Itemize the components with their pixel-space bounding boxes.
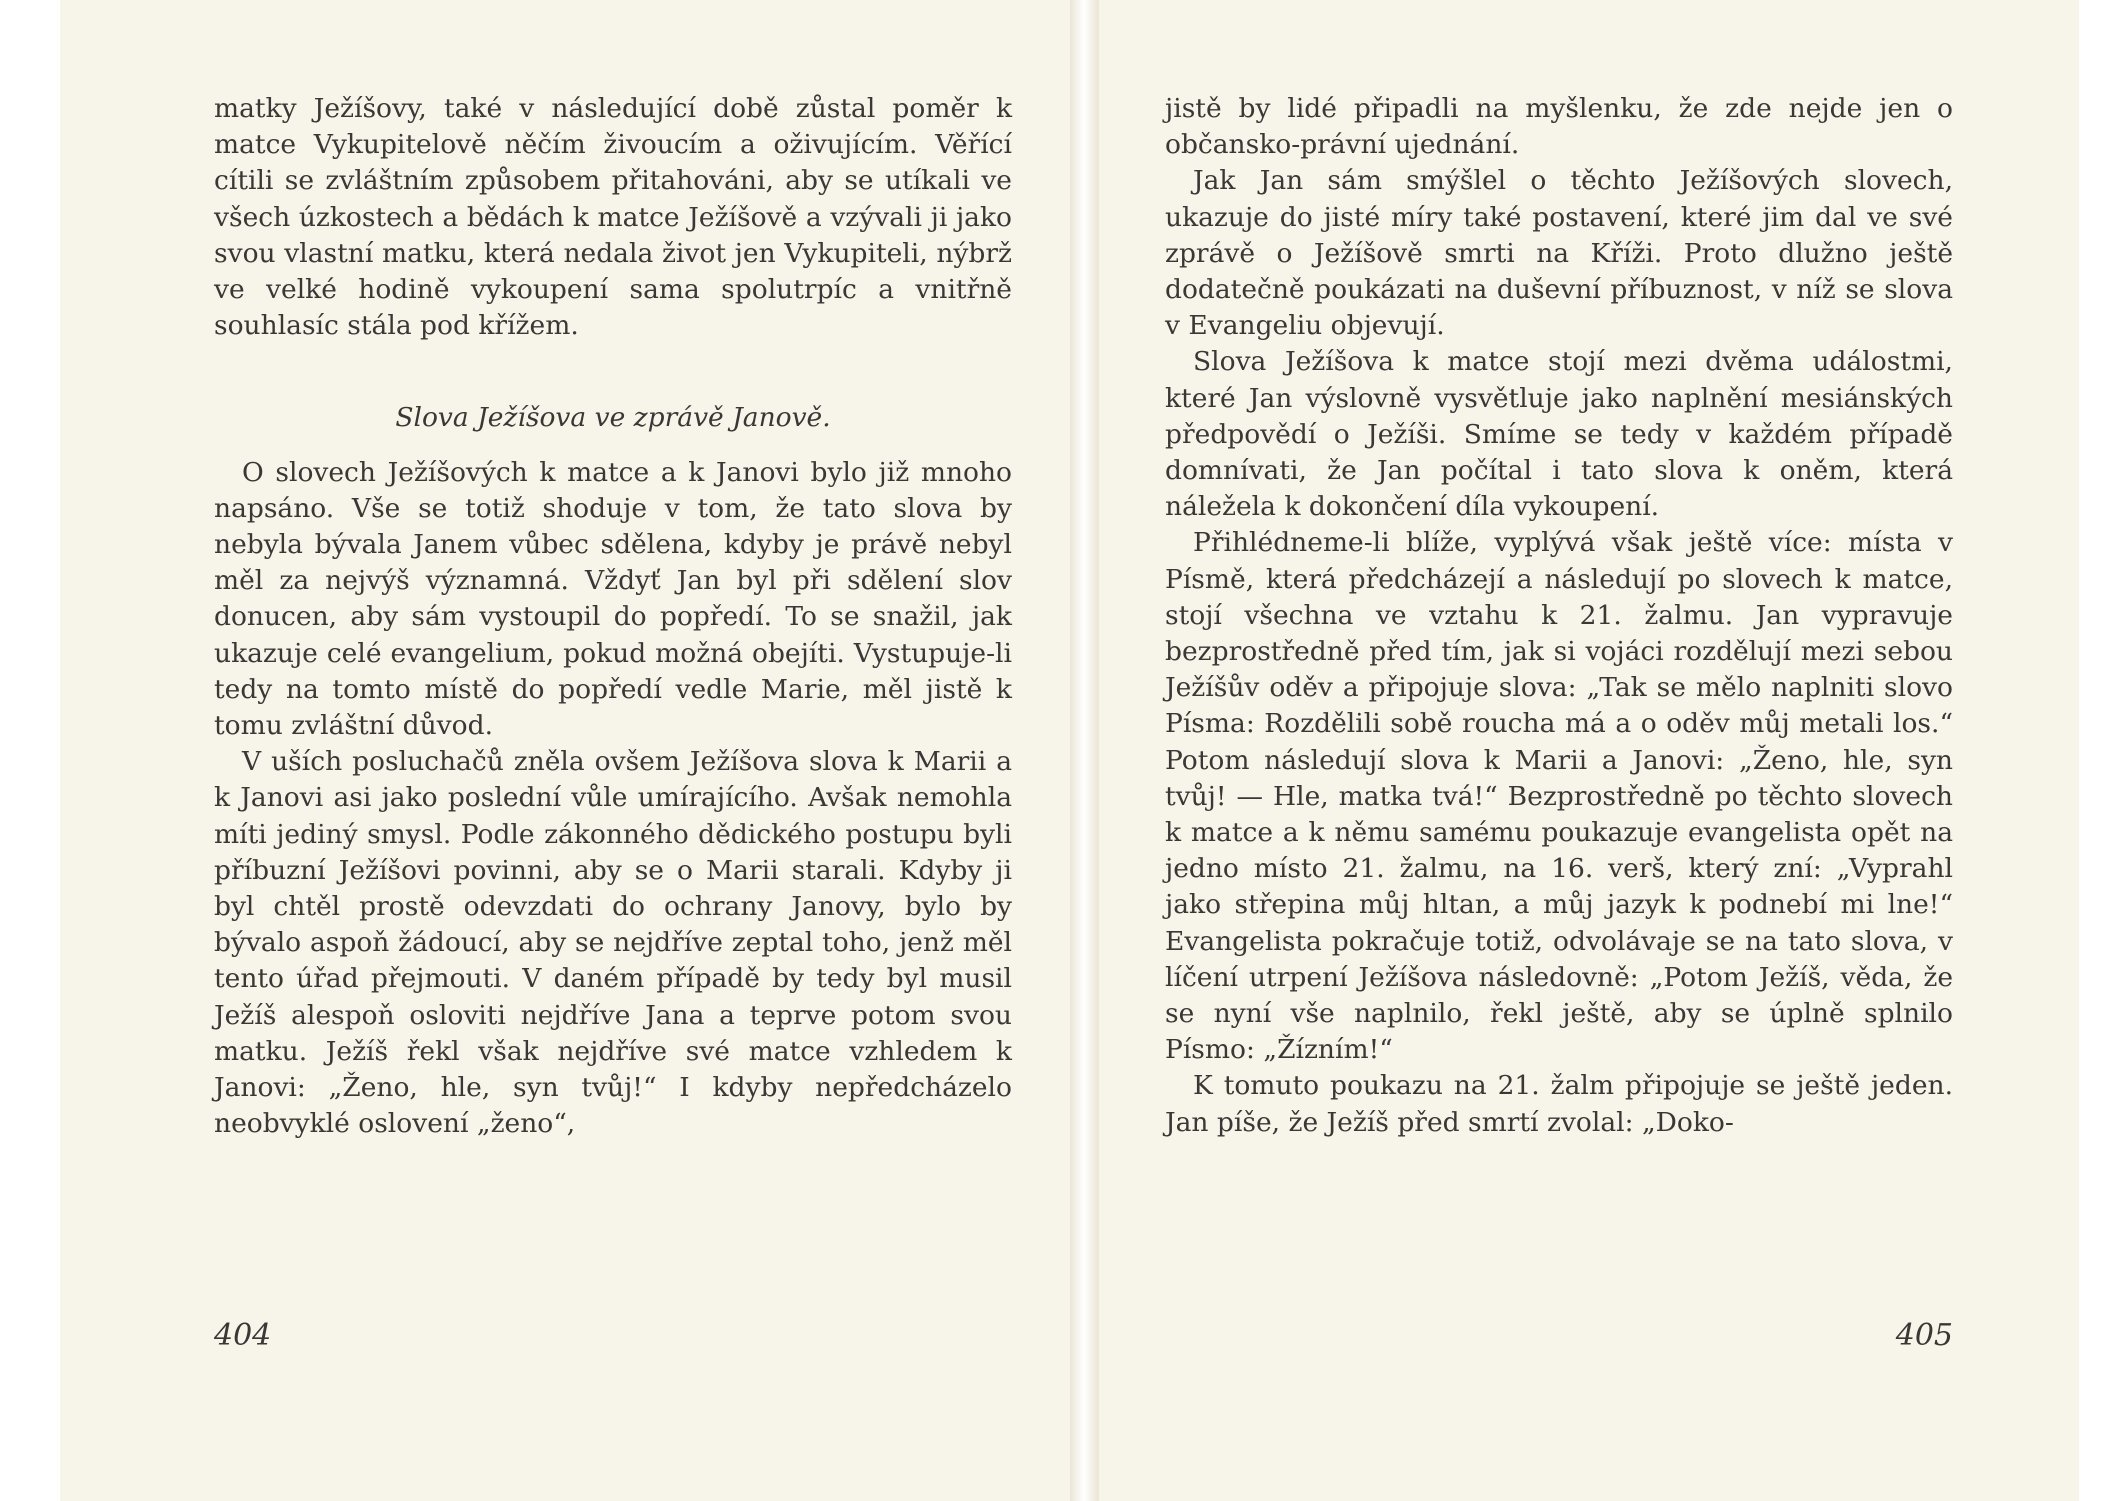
paragraph: O slovech Ježíšových k matce a k Janovi bylo již mnoho napsáno. Vše se totiž shoduje v tom, že tato slova by nebyla bývala Janem vůbec sdělena, kdyby je právě nebyl měl za nejvýš významná. Vždyť Jan byl při sdělení slov donucen, aby sám vystoupil do popředí. To se snažil, jak ukazuje celé evangelium, pokud možná obejíti. Vystupuje-li tedy na tomto místě do popředí vedle Marie, měl jistě k tomu zvláštní důvod. — [214, 456, 1012, 742]
page-number: 405 — [1895, 1318, 1953, 1353]
paragraph: jistě by lidé připadli na myšlenku, že zde nejde jen o občansko-právní ujednání. — [1165, 93, 1953, 161]
left-page-text — [214, 91, 1012, 1142]
right-page-text — [1165, 91, 1953, 1141]
page-number: 404 — [214, 1318, 272, 1353]
paragraph: Jak Jan sám smýšlel o těchto Ježíšových slovech, ukazuje do jisté míry také postavení, které jim dal ve své zprávě o Ježíšově smrti na Kříži. Proto dlužno ještě dodatečně poukázati na duševní příbuznost, v níž se slova v Evangeliu objevují. — [1165, 165, 1953, 342]
paragraph: Slova Ježíšova k matce stojí mezi dvěma událostmi, které Jan výslovně vysvětluje jako naplnění mesiánských předpovědí o Ježíši. Smíme se tedy v každém případě domnívati, že Jan počítal i tato slova k oněm, která náležela k dokončení díla vykoupení. — [1165, 346, 1953, 523]
section-heading: Slova Ježíšova ve zprávě Janově. — [395, 402, 831, 434]
left-page — [60, 0, 1071, 1501]
book-gutter — [1070, 0, 1098, 1501]
paragraph: Přihlédneme-li blíže, vyplývá však ještě více: místa v Písmě, která předcházejí a následují po slovech k matce, stojí všechna ve vztahu k 21. žalmu. Jan vypravuje bezprostředně před tím, jak si vojáci rozdělují mezi sebou Ježíšův oděv a připojuje slova: „Tak se mělo naplniti slovo Písma: Rozdělili sobě roucha má a o oděv můj metali los.“ Potom následují slova k Marii a Janovi: „Ženo, hle, syn tvůj! — Hle, matka tvá!“ Bezprostředně po těchto slovech k matce a k němu samému poukazuje evangelista opět na jedno místo 21. žalmu, na 16. verš, který zní: „Vyprahl jako střepina můj hltan, a můj jazyk k podnebí mi lne!“ Evangelista pokračuje totiž, odvolávaje se na tato slova, v líčení utrpení Ježíšova následovně: „Potom Ježíš, věda, že se nyní vše naplnilo, řekl ještě, aby se úplně splnilo Písmo: „Žízním!“ — [1165, 527, 1953, 1066]
paragraph: K tomuto poukazu na 21. žalm připojuje se ještě jeden. Jan píše, že Ježíš před smrtí zvolal: „Doko- — [1165, 1070, 1953, 1138]
paragraph: V uších posluchačů zněla ovšem Ježíšova slova k Marii a k Janovi asi jako poslední vůle umírajícího. Avšak nemohla míti jediný smysl. Podle zákonného dědického postupu byli příbuzní Ježíšovi povinni, aby se o Marii starali. Kdyby ji byl chtěl prostě odevzdati do ochrany Janovy, bylo by bývalo aspoň žádoucí, aby se nejdříve zeptal toho, jenž měl tento úřad přejmouti. V daném případě by tedy byl musil Ježíš alespoň osloviti nejdříve Jana a teprve potom svou matku. Ježíš řekl však nejdříve své matce vzhledem k Janovi: „Ženo, hle, syn tvůj!“ I kdyby nepředcházelo neobvyklé oslovení „ženo“, — [214, 746, 1012, 1140]
paragraph: matky Ježíšovy, také v následující době zůstal poměr k matce Vykupitelově něčím živoucím a oživujícím. Věřící cítili se zvláštním způsobem přitahováni, aby se utíkali ve všech úzkostech a bědách k matce Ježíšově a vzývali ji jako svou vlastní matku, která nedala život jen Vykupiteli, nýbrž ve velké hodině vykoupení sama spolutrpíc a vnitřně souhlasíc stála pod křížem. — [214, 93, 1012, 342]
right-page — [1098, 0, 2079, 1501]
